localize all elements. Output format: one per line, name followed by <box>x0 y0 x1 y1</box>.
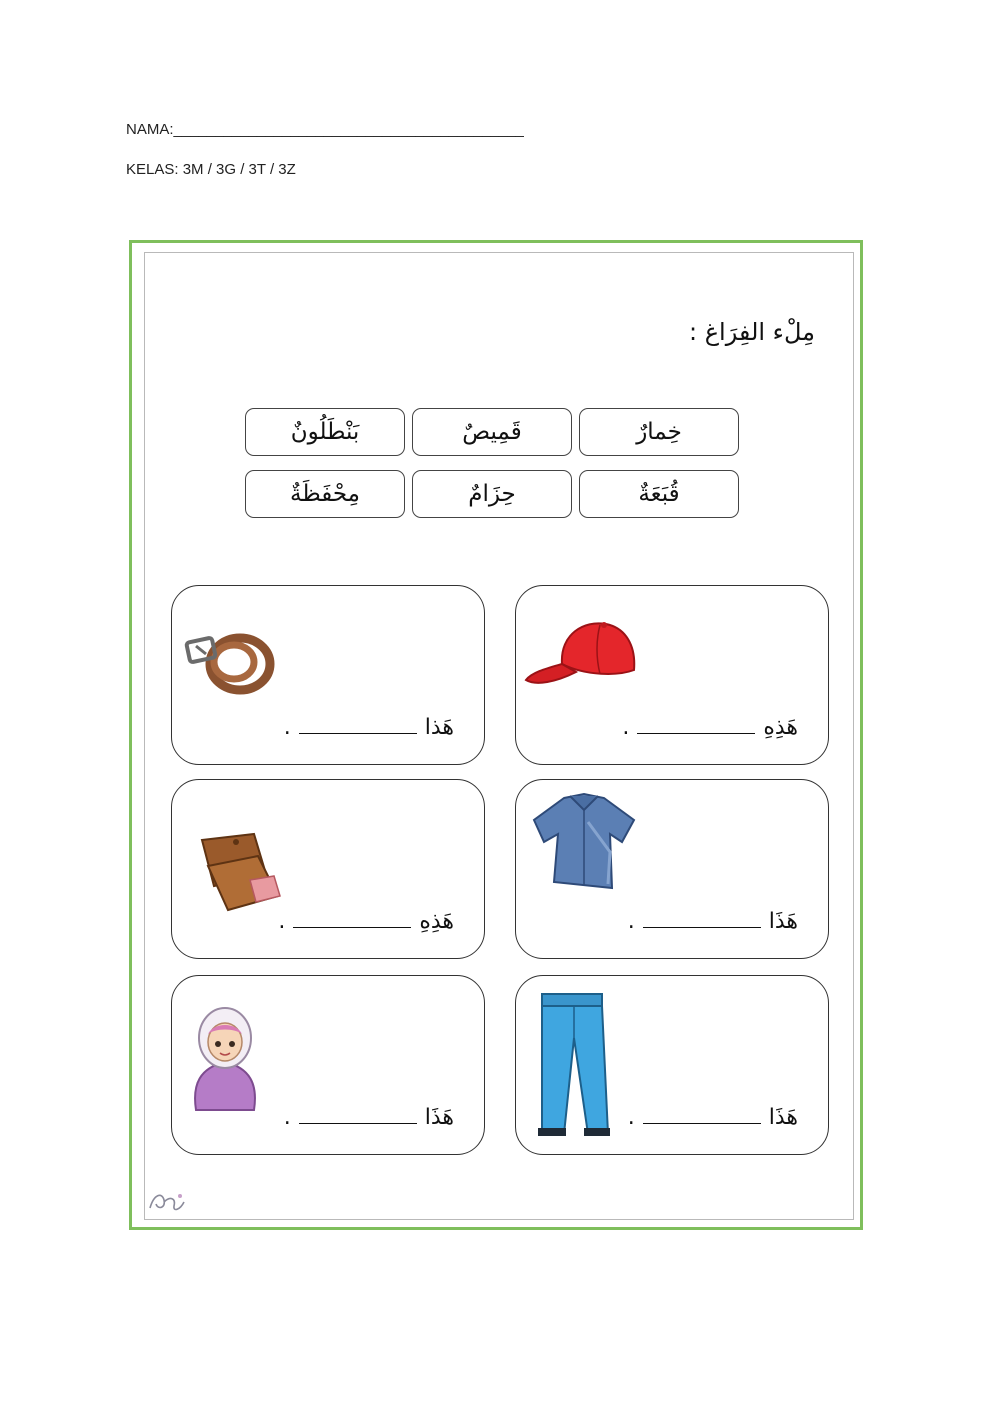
sentence-prefix: هَذا <box>424 715 454 740</box>
exercise-card-trousers <box>515 975 829 1155</box>
answer-blank[interactable] <box>299 719 417 734</box>
sentence-prefix: هَذِهِ <box>419 909 454 934</box>
word-bank-item[interactable]: قَمِيصٌ <box>412 408 572 456</box>
fill-sentence <box>622 715 798 740</box>
cap-icon <box>522 616 638 692</box>
word-bank-item[interactable]: خِمارٌ <box>579 408 739 456</box>
sentence-prefix: هَذِهِ <box>763 715 798 740</box>
fill-sentence <box>278 909 454 934</box>
fill-sentence <box>628 1105 798 1130</box>
fill-sentence <box>284 1105 454 1130</box>
exercise-card-headscarf <box>171 975 485 1155</box>
sentence-prefix: هَذَا <box>768 1105 798 1130</box>
answer-blank[interactable] <box>637 719 755 734</box>
trousers-icon <box>534 992 614 1140</box>
wallet-icon <box>194 830 284 914</box>
answer-blank[interactable] <box>293 913 411 928</box>
word-bank-item[interactable]: قُبَعَةٌ <box>579 470 739 518</box>
word-bank-item[interactable]: مِحْفَظَةٌ <box>245 470 405 518</box>
word-bank-item[interactable]: بَنْطَلُونٌ <box>245 408 405 456</box>
sentence-end: . <box>622 715 630 740</box>
fill-sentence <box>628 909 798 934</box>
word-bank-item[interactable]: حِزَامٌ <box>412 470 572 518</box>
answer-blank[interactable] <box>299 1109 417 1124</box>
sentence-end: . <box>283 715 291 740</box>
answer-blank[interactable] <box>643 1109 761 1124</box>
signature-logo <box>146 1188 190 1216</box>
headscarf-icon <box>190 1006 260 1112</box>
exercise-card-cap <box>515 585 829 765</box>
exercise-card-belt <box>171 585 485 765</box>
sentence-end: . <box>627 1105 635 1130</box>
answer-blank[interactable] <box>643 913 761 928</box>
sentence-prefix: هَذَا <box>768 909 798 934</box>
shirt-icon <box>530 792 638 892</box>
worksheet-title: مِلْء الفِرَاغ : <box>688 318 815 346</box>
sentence-end: . <box>627 909 635 934</box>
class-field-label: KELAS: 3M / 3G / 3T / 3Z <box>126 161 296 178</box>
exercise-card-shirt <box>515 779 829 959</box>
sentence-end: . <box>283 1105 291 1130</box>
exercise-card-wallet <box>171 779 485 959</box>
belt-icon <box>184 622 276 698</box>
sentence-prefix: هَذَا <box>424 1105 454 1130</box>
name-field-label: NAMA:__________________________________________ <box>126 121 524 138</box>
sentence-end: . <box>278 909 286 934</box>
fill-sentence <box>284 715 454 740</box>
